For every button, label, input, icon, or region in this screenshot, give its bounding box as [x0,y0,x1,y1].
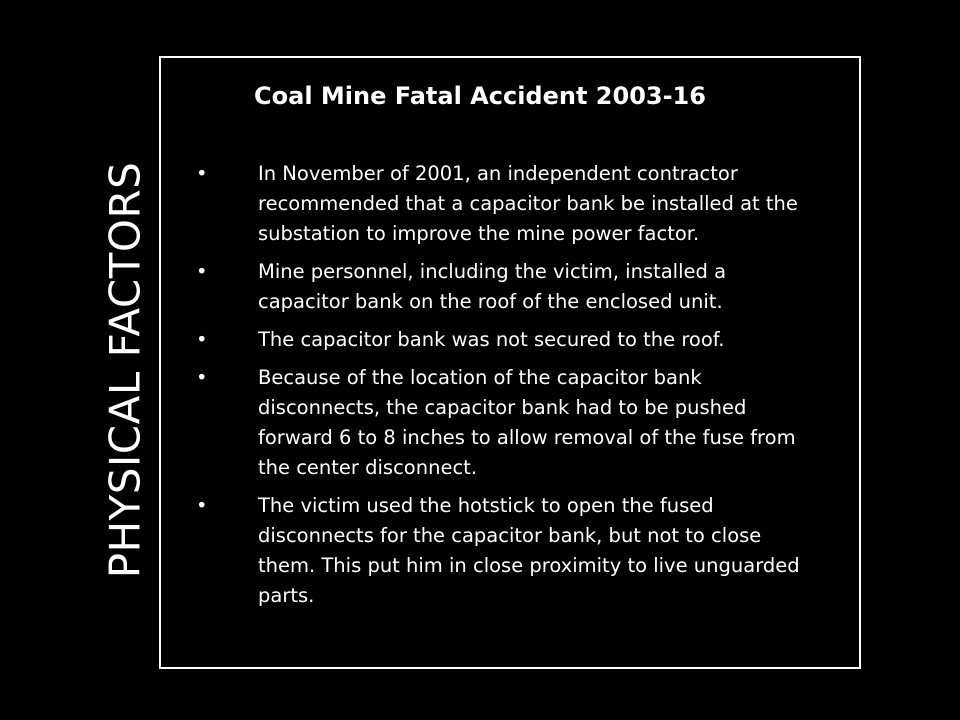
bullet-icon: • [196,260,208,283]
bullet-item [196,325,816,355]
bullet-text: Because of the location of the capacitor bank disconnects, the capacitor bank had to be pushed forward 6 to 8 inches to allow removal of the fuse from the center disconnect. [258,366,796,479]
bullet-item [196,159,816,249]
bullet-list [196,159,816,619]
bullet-text: The capacitor bank was not secured to the roof. [258,328,725,351]
bullet-text: The victim used the hotstick to open the fused disconnects for the capacitor bank, but not to close them. This put him in close proximity to live unguarded parts. [258,494,800,607]
bullet-icon: • [196,366,208,389]
bullet-icon: • [196,162,208,185]
bullet-icon: • [196,494,208,517]
bullet-text: Mine personnel, including the victim, installed a capacitor bank on the roof of the enclosed unit. [258,260,727,313]
side-title: PHYSICAL FACTORS [100,161,150,579]
bullet-text: In November of 2001, an independent contractor recommended that a capacitor bank be installed at the substation to improve the mine power factor. [258,162,798,245]
bullet-item [196,257,816,317]
bullet-item [196,491,816,611]
slide-heading: Coal Mine Fatal Accident 2003-16 [254,82,706,110]
bullet-item [196,363,816,483]
bullet-icon: • [196,328,208,351]
